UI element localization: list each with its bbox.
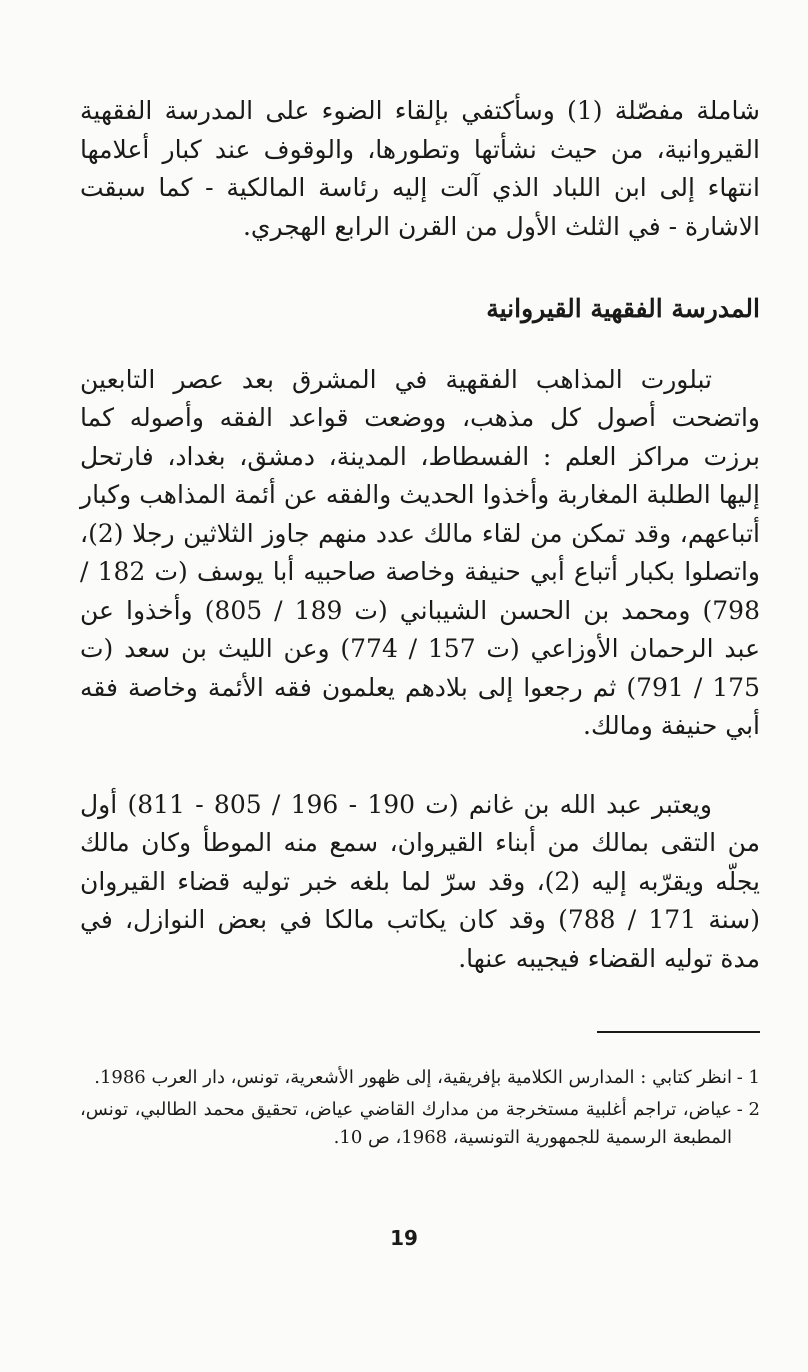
- section-heading: المدرسة الفقهية القيروانية: [486, 294, 760, 323]
- footnote-number: 1 -: [736, 1067, 760, 1088]
- paragraph-madhabs: تبلورت المذاهب الفقهية في المشرق بعد عصر التابعين واتضحت أصول كل مذهب، ووضعت قواعد الفقه وأصوله كما برزت مراكز العلم : الفسطاط، المدينة، دمشق، بغداد، فارتحل إليها الطلبة المغاربة وأخذوا الحديث والفقه عن أئمة المذاهب وكبار أتباعهم، وقد تمكن من لقاء مالك عدد منهم جاوز الثلاثين رجلا (2)، واتصلوا بكبار أتباع أبي حنيفة وخاصة صاحبيه أبا يوسف (ت 182 / 798) ومحمد بن الحسن الشيباني (ت 189 / 805) وأخذوا عن عبد الرحمان الأوزاعي (ت 157 / 774) وعن الليث بن سعد (ت 175 / 791) ثم رجعوا إلى بلادهم يعلمون فقه الأئمة وخاصة فقه أبي حنيفة ومالك.: [80, 364, 760, 740]
- footnote-item: [80, 1064, 760, 1092]
- paragraph-ibn-ghanim: ويعتبر عبد الله بن غانم (ت 190 - 196 / 805 - 811) أول من التقى بمالك من أبناء القيروان، سمع منه الموطأ وكان مالك يجلّه ويقرّبه إليه (2)، وقد سرّ لما بلغه خبر توليه قضاء القيروان (سنة 171 / 788) وقد كان يكاتب مالكا في بعض النوازل، في مدة توليه القضاء فيجيبه عنها.: [80, 789, 761, 973]
- page-number: 19: [390, 1226, 418, 1250]
- footnotes: [80, 1064, 760, 1156]
- footnote-number: 2 -: [736, 1099, 760, 1120]
- footnote-item: [80, 1096, 760, 1152]
- footnote-separator: [597, 1031, 760, 1033]
- page-body: [80, 92, 760, 978]
- footnote-text: انظر كتابي : المدارس الكلامية بإفريقية، إلى ظهور الأشعرية، تونس، دار العرب 1986.: [94, 1067, 732, 1088]
- footnote-text: عياض، تراجم أغلبية مستخرجة من مدارك القاضي عياض، تحقيق محمد الطالبي، تونس، المطبعة الرسمية للجمهورية التونسية، 1968، ص 10.: [80, 1099, 732, 1148]
- paragraph-intro: شاملة مفصّلة (1) وسأكتفي بإلقاء الضوء على المدرسة الفقهية القيروانية، من حيث نشأتها وتطورها، والوقوف عند كبار أعلامها انتهاء إلى ابن اللباد الذي آلت إليه رئاسة المالكية - كما سبقت الاشارة - في الثلث الأول من القرن الرابع الهجري.: [80, 96, 761, 241]
